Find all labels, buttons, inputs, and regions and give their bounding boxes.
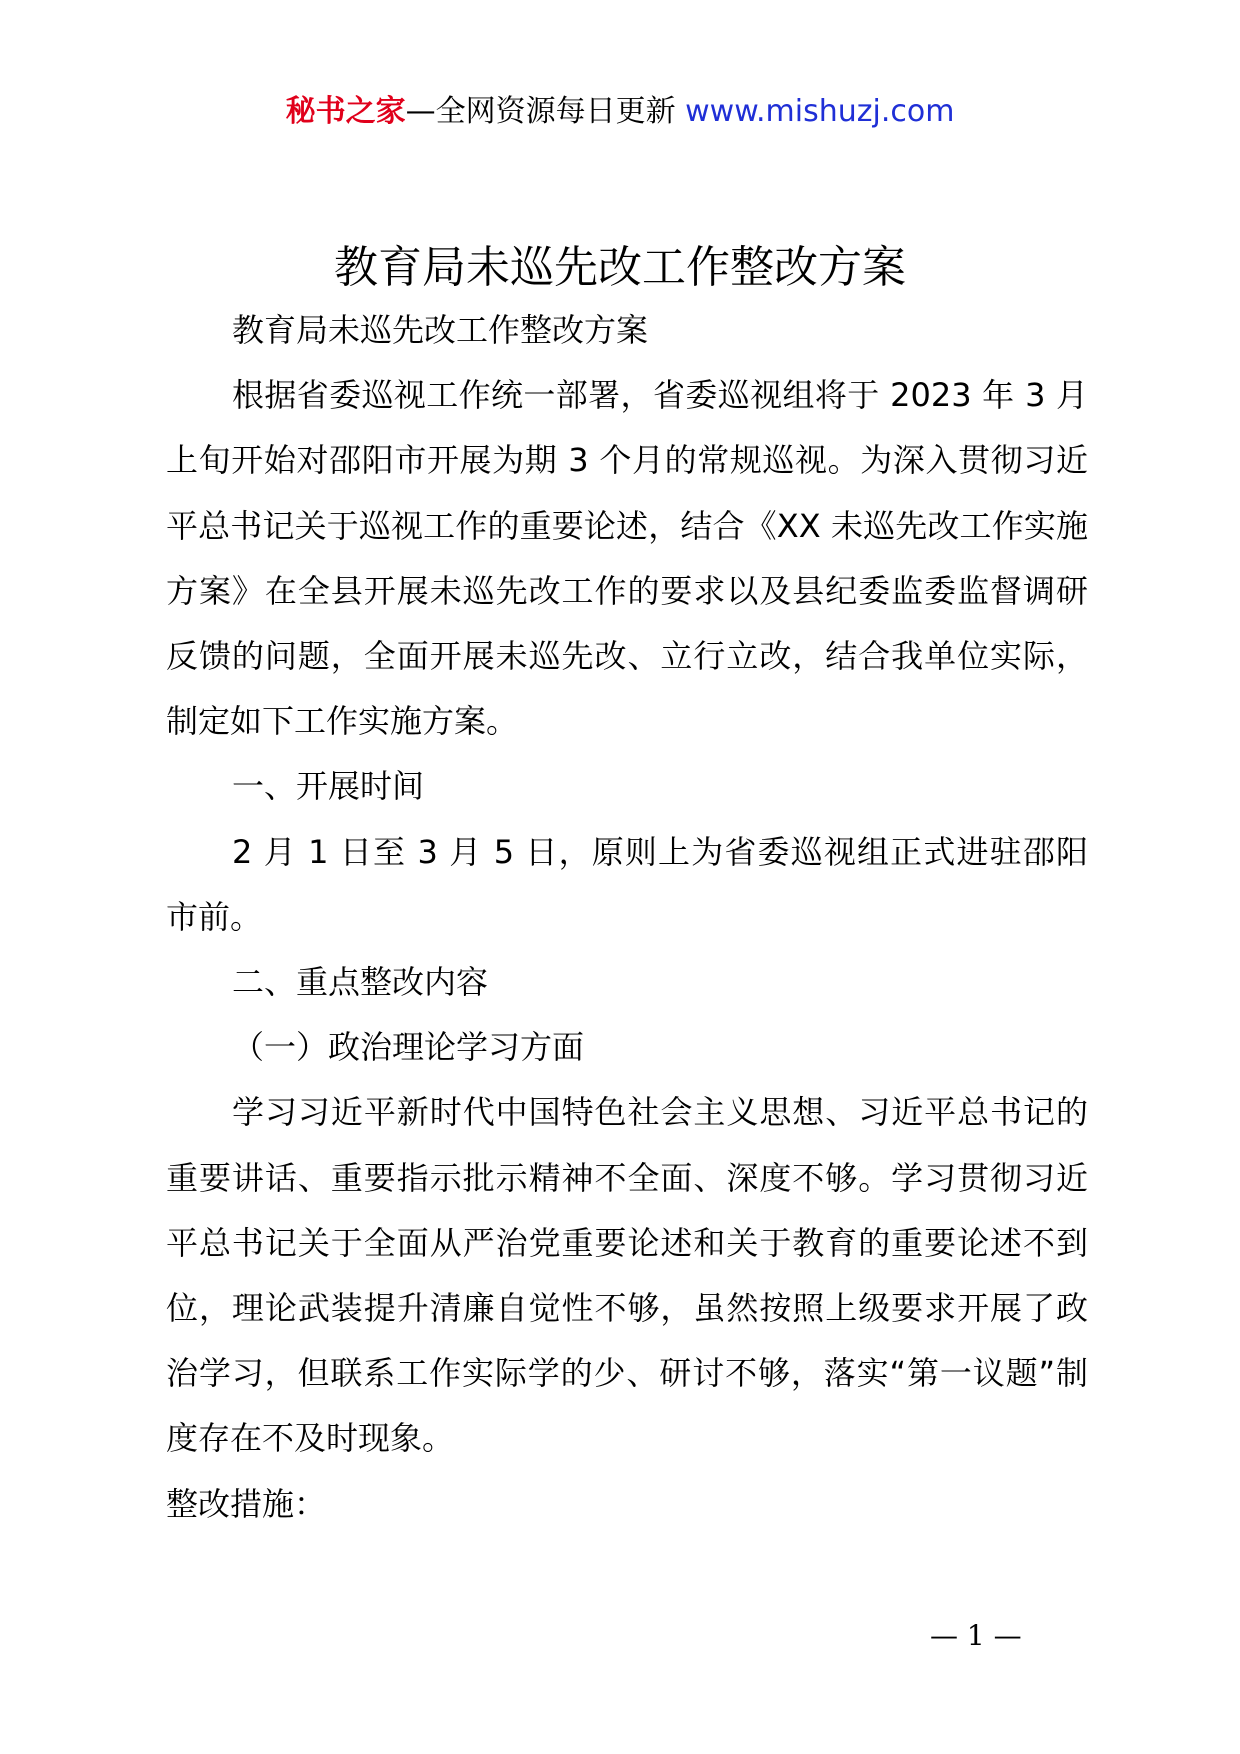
measures-label: 整改措施： <box>166 1484 327 1523</box>
intro-paragraph: 根据省委巡视工作统一部署，省委巡视组将于 2023 年 3 月上旬开始对邵阳市开展为期 3 个月的常规巡视。为深入贯彻习近平总书记关于巡视工作的重要论述，结合《XX 未巡先改工作实施方案》在全县开展未巡先改工作的要求以及县纪委监委监督调研反馈的问题，全面开展未巡先改、立行立改，结合我单位实际，制定如下工作实施方案。 <box>166 376 1088 741</box>
document-body <box>166 298 1088 1537</box>
document-title: 教育局未巡先改工作整改方案 <box>334 242 906 293</box>
section-heading-time: 一、开展时间 <box>232 767 425 806</box>
site-url-link[interactable]: www.mishuzj.com <box>685 94 955 129</box>
subsection-heading-politics: （一）政治理论学习方面 <box>232 1028 585 1067</box>
politics-paragraph: 学习习近平新时代中国特色社会主义思想、习近平总书记的重要讲话、重要指示批示精神不全面、深度不够。学习贯彻习近平总书记关于全面从严治党重要论述和关于教育的重要论述不到位，理论武装提升清廉自觉性不够，虽然按照上级要求开展了政治学习，但联系工作实际学的少、研讨不够，落实“第一议题”制度存在不及时现象。 <box>166 1093 1088 1458</box>
site-header <box>0 92 1240 132</box>
time-paragraph: 2 月 1 日至 3 月 5 日，原则上为省委巡视组正式进驻邵阳市前。 <box>166 832 1088 936</box>
brand-name: 秘书之家 <box>285 94 406 129</box>
header-tagline: —全网资源每日更新 <box>405 94 676 129</box>
page-number: — 1 — <box>930 1619 1022 1652</box>
subtitle-paragraph: 教育局未巡先改工作整改方案 <box>232 311 649 349</box>
section-heading-content: 二、重点整改内容 <box>232 963 489 1002</box>
